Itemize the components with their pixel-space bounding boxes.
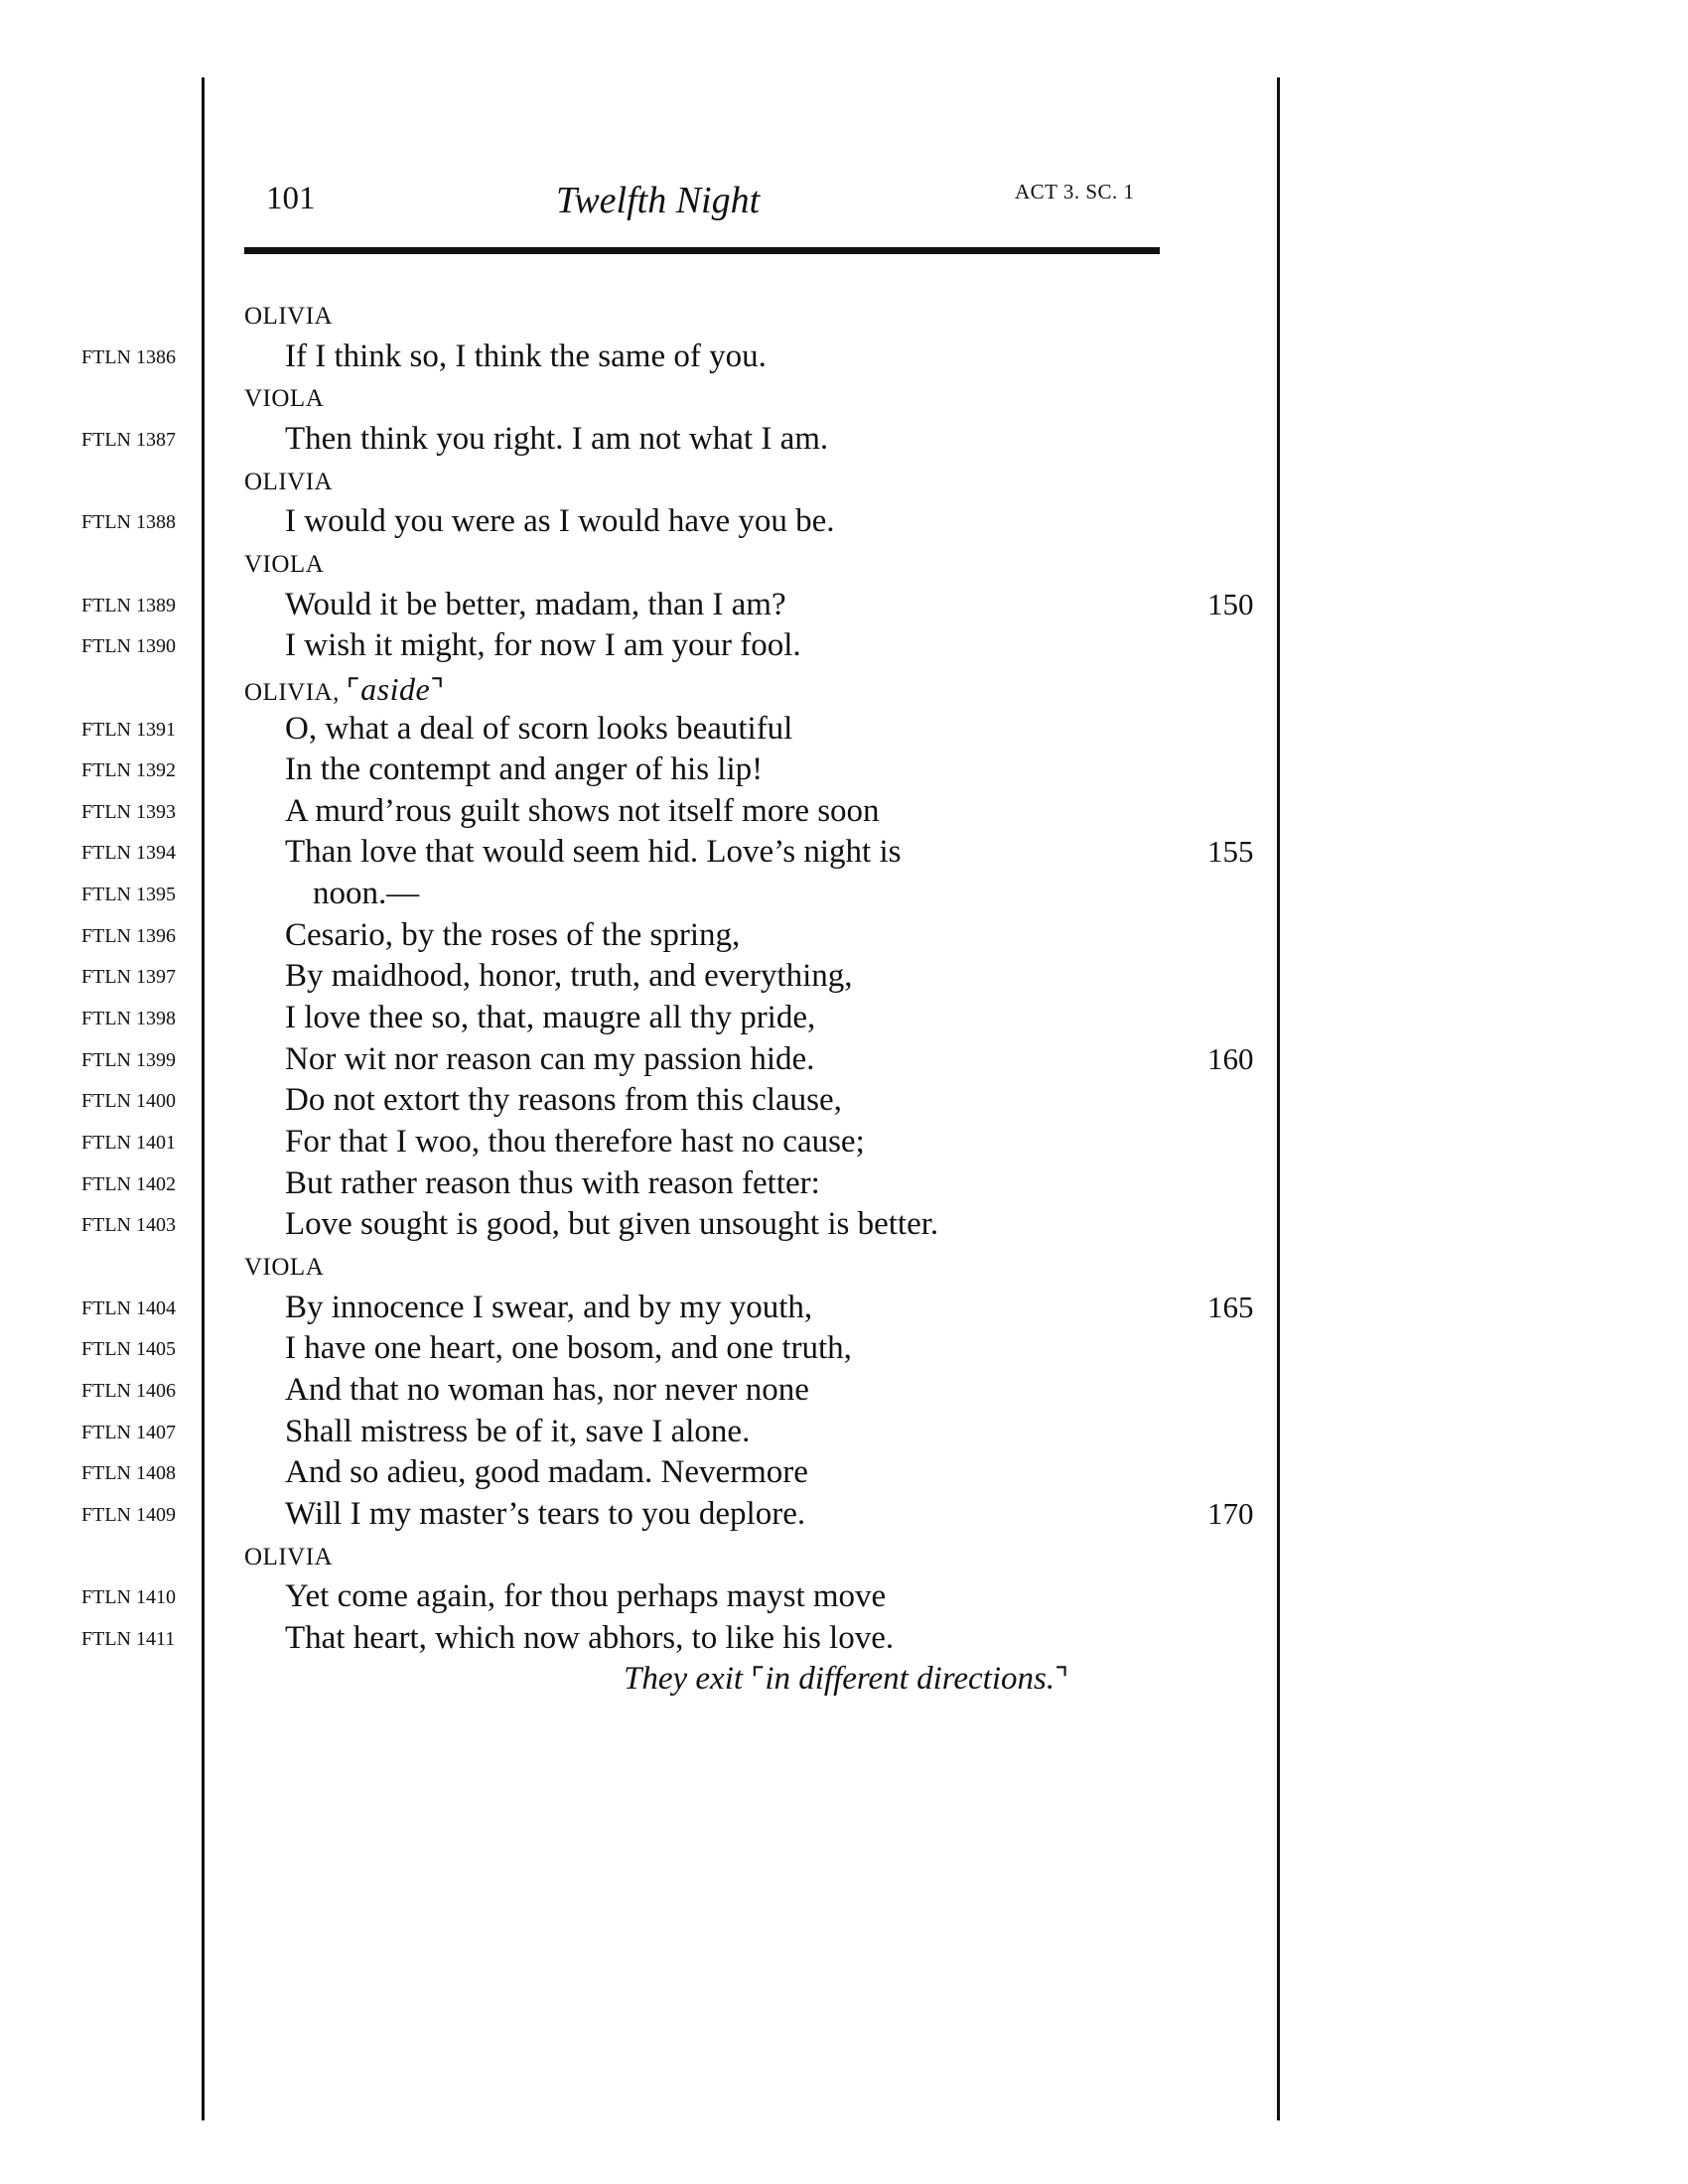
speaker-name: OLIVIA bbox=[244, 469, 334, 495]
play-line bbox=[0, 1202, 1688, 1244]
play-line bbox=[0, 1326, 1688, 1368]
verse-line: A murd’rous guilt shows not itself more soon bbox=[285, 793, 880, 829]
play-line bbox=[0, 1657, 1688, 1699]
verse-line: In the contempt and anger of his lip! bbox=[285, 751, 764, 787]
verse-line: noon.— bbox=[313, 876, 420, 911]
stage-direction-aside bbox=[347, 671, 445, 707]
ftln-number: FTLN 1397 bbox=[81, 966, 176, 988]
verse-line: Nor wit nor reason can my passion hide. bbox=[285, 1041, 815, 1077]
play-line bbox=[0, 1616, 1688, 1658]
play-line bbox=[0, 789, 1688, 831]
verse-line: Then think you right. I am not what I am. bbox=[285, 421, 829, 457]
play-line bbox=[0, 1534, 1688, 1575]
play-line bbox=[0, 872, 1688, 913]
speaker-name: OLIVIA bbox=[244, 303, 334, 330]
ftln-number: FTLN 1388 bbox=[81, 511, 176, 533]
verse-line: I have one heart, one bosom, and one truth, bbox=[285, 1330, 852, 1366]
play-line bbox=[0, 583, 1688, 624]
play-line bbox=[0, 375, 1688, 417]
play-line bbox=[0, 830, 1688, 872]
play-line bbox=[0, 954, 1688, 996]
play-line bbox=[0, 707, 1688, 749]
play-line bbox=[0, 1286, 1688, 1327]
verse-line: Cesario, by the roses of the spring, bbox=[285, 917, 741, 953]
ftln-number: FTLN 1403 bbox=[81, 1214, 176, 1236]
line-number: 165 bbox=[1207, 1290, 1254, 1324]
verse-line: But rather reason thus with reason fetter: bbox=[285, 1165, 820, 1201]
play-line bbox=[0, 1120, 1688, 1161]
ftln-number: FTLN 1401 bbox=[81, 1132, 176, 1154]
ftln-number: FTLN 1386 bbox=[81, 346, 176, 368]
ftln-number: FTLN 1411 bbox=[81, 1628, 176, 1650]
play-line bbox=[0, 293, 1688, 335]
ftln-number: FTLN 1399 bbox=[81, 1049, 176, 1071]
exit-text: They exit bbox=[624, 1661, 744, 1697]
verse-line: I would you were as I would have you be. bbox=[285, 503, 835, 539]
speaker-name: VIOLA bbox=[244, 551, 325, 578]
ftln-number: FTLN 1387 bbox=[81, 429, 176, 451]
ftln-number: FTLN 1405 bbox=[81, 1338, 176, 1360]
play-line bbox=[0, 335, 1688, 376]
ftln-number: FTLN 1407 bbox=[81, 1422, 176, 1443]
verse-line: For that I woo, thou therefore hast no cause; bbox=[285, 1124, 865, 1160]
verse-line: Than love that would seem hid. Love’s night is bbox=[285, 834, 902, 870]
play-line bbox=[0, 1574, 1688, 1616]
play-line bbox=[0, 1037, 1688, 1079]
play-line bbox=[0, 1450, 1688, 1492]
play-line bbox=[0, 417, 1688, 459]
ftln-number: FTLN 1393 bbox=[81, 801, 176, 823]
verse-line: If I think so, I think the same of you. bbox=[285, 339, 767, 374]
speaker-name: VIOLA bbox=[244, 385, 325, 412]
page-number: 101 bbox=[266, 181, 316, 216]
play-line bbox=[0, 748, 1688, 789]
verse-line: O, what a deal of scorn looks beautiful bbox=[285, 711, 793, 747]
line-number: 150 bbox=[1207, 587, 1254, 621]
ftln-number: FTLN 1410 bbox=[81, 1586, 176, 1608]
ftln-number: FTLN 1400 bbox=[81, 1090, 176, 1112]
play-line bbox=[0, 1410, 1688, 1451]
verse-line: Do not extort thy reasons from this clause, bbox=[285, 1082, 842, 1118]
play-line bbox=[0, 1244, 1688, 1286]
ftln-number: FTLN 1395 bbox=[81, 884, 176, 905]
verse-line: That heart, which now abhors, to like his love. bbox=[285, 1620, 895, 1656]
play-line bbox=[0, 913, 1688, 955]
ftln-number: FTLN 1394 bbox=[81, 842, 176, 864]
play-line bbox=[0, 1078, 1688, 1120]
play-line bbox=[0, 499, 1688, 541]
ftln-number: FTLN 1409 bbox=[81, 1504, 176, 1526]
play-line bbox=[0, 1368, 1688, 1410]
act-scene-label: ACT 3. SC. 1 bbox=[1015, 180, 1135, 204]
verse-line: By maidhood, honor, truth, and everything, bbox=[285, 958, 853, 994]
open-bracket: ⌜ bbox=[751, 1663, 766, 1696]
ftln-number: FTLN 1390 bbox=[81, 635, 176, 657]
play-line bbox=[0, 1492, 1688, 1534]
verse-line: And so adieu, good madam. Nevermore bbox=[285, 1454, 808, 1490]
play-line bbox=[0, 459, 1688, 500]
verse-line: By innocence I swear, and by my youth, bbox=[285, 1290, 813, 1325]
verse-line: I love thee so, that, maugre all thy pride, bbox=[285, 1000, 816, 1035]
verse-line: And that no woman has, nor never none bbox=[285, 1372, 809, 1408]
verse-line: Will I my master’s tears to you deplore. bbox=[285, 1496, 806, 1532]
ftln-number: FTLN 1392 bbox=[81, 759, 176, 781]
open-bracket: ⌜ bbox=[346, 674, 361, 707]
ftln-number: FTLN 1398 bbox=[81, 1008, 176, 1029]
exit-detail: in different directions. bbox=[765, 1661, 1055, 1697]
speaker-name: VIOLA bbox=[244, 1254, 325, 1281]
ftln-number: FTLN 1406 bbox=[81, 1380, 176, 1402]
close-bracket: ⌝ bbox=[1055, 1663, 1069, 1696]
speaker-name: OLIVIA bbox=[244, 1544, 334, 1570]
line-number: 170 bbox=[1207, 1496, 1254, 1531]
play-line bbox=[0, 541, 1688, 583]
ftln-number: FTLN 1402 bbox=[81, 1173, 176, 1195]
play-line bbox=[0, 623, 1688, 665]
verse-line: Shall mistress be of it, save I alone. bbox=[285, 1414, 751, 1449]
aside-text: aside bbox=[360, 671, 431, 707]
play-line bbox=[0, 665, 1688, 707]
line-number: 155 bbox=[1207, 834, 1254, 869]
verse-line: Yet come again, for thou perhaps mayst move bbox=[285, 1578, 887, 1614]
ftln-number: FTLN 1404 bbox=[81, 1297, 176, 1319]
header-rule bbox=[244, 247, 1160, 254]
ftln-number: FTLN 1389 bbox=[81, 595, 176, 616]
ftln-number: FTLN 1408 bbox=[81, 1462, 176, 1484]
ftln-number: FTLN 1391 bbox=[81, 719, 176, 741]
play-line bbox=[0, 996, 1688, 1037]
speaker-name: OLIVIA, ⌜aside⌝ bbox=[244, 671, 445, 707]
ftln-number: FTLN 1396 bbox=[81, 925, 176, 947]
verse-line: Love sought is good, but given unsought is better. bbox=[285, 1206, 939, 1242]
play-line bbox=[0, 1161, 1688, 1203]
verse-line: I wish it might, for now I am your fool. bbox=[285, 627, 801, 663]
running-title: Twelfth Night bbox=[556, 180, 761, 221]
line-number: 160 bbox=[1207, 1041, 1254, 1076]
stage-direction-exit bbox=[624, 1660, 1068, 1699]
close-bracket: ⌝ bbox=[430, 674, 445, 707]
verse-line: Would it be better, madam, than I am? bbox=[285, 587, 786, 622]
